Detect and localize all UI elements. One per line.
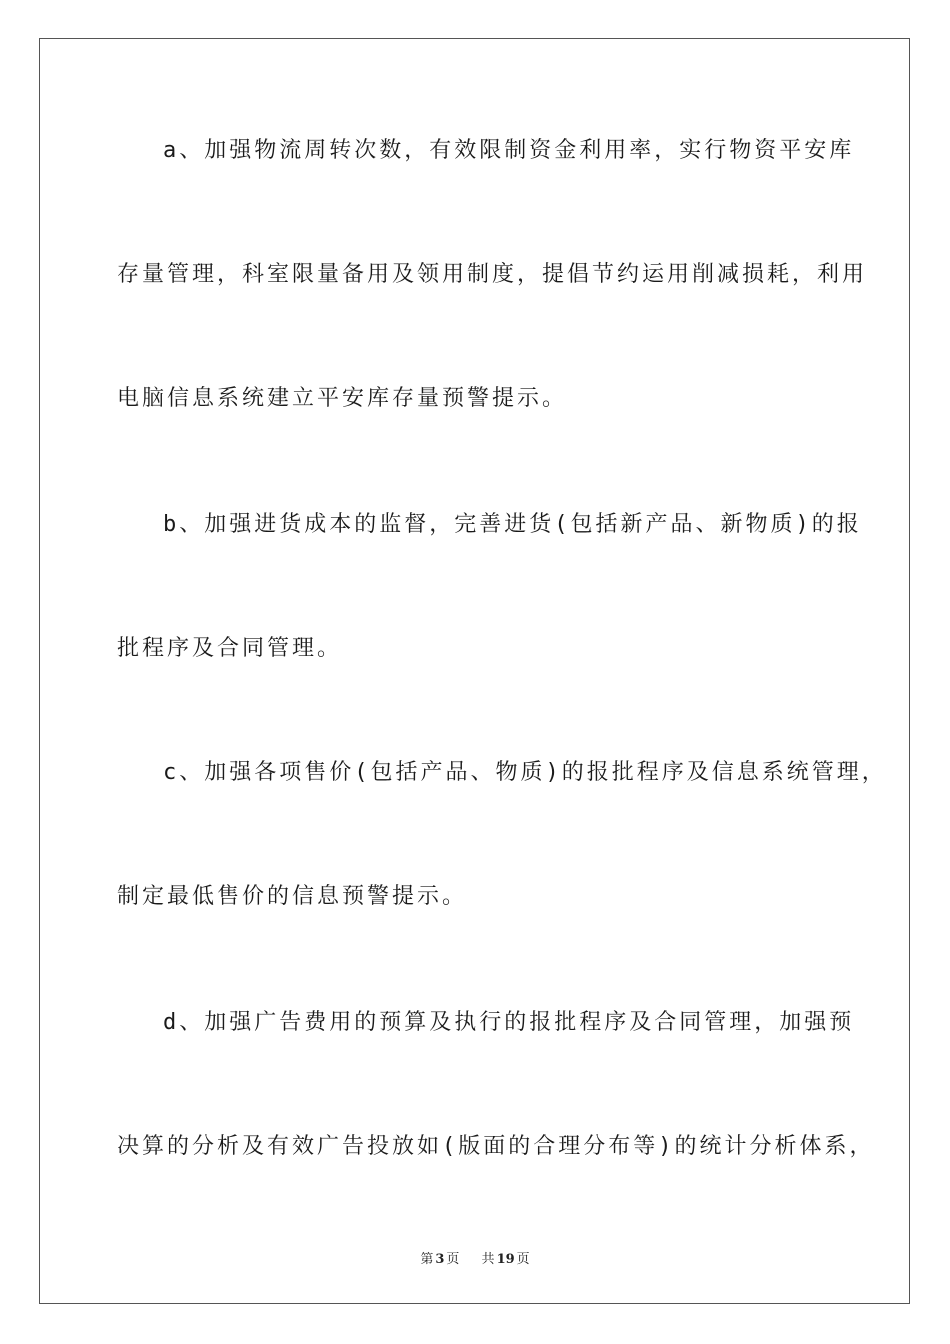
paragraph-a-line-1: a、加强物流周转次数，有效限制资金利用率，实行物资平安库	[163, 138, 855, 163]
paragraph-a-line-2: 存量管理，科室限量备用及领用制度，提倡节约运用削减损耗，利用	[117, 262, 868, 287]
paragraph-b-line-1: b、加强进货成本的监督，完善进货(包括新产品、新物质)的报	[163, 512, 862, 537]
current-page: 3	[435, 1252, 445, 1267]
page-total	[480, 1252, 532, 1267]
page-footer	[0, 1248, 950, 1267]
page-label-prefix: 第	[420, 1252, 434, 1267]
page-border	[39, 38, 910, 1304]
paragraph-b-line-2: 批程序及合同管理。	[117, 636, 343, 661]
page-label-suffix: 页	[446, 1252, 460, 1267]
paragraph-d-line-1: d、加强广告费用的预算及执行的报批程序及合同管理，加强预	[163, 1010, 855, 1035]
total-label-prefix: 共	[481, 1252, 495, 1267]
paragraph-c-line-2: 制定最低售价的信息预警提示。	[117, 884, 468, 909]
total-label-suffix: 页	[516, 1252, 530, 1267]
paragraph-c-line-1: c、加强各项售价(包括产品、物质)的报批程序及信息系统管理，	[163, 760, 887, 785]
paragraph-a-line-3: 电脑信息系统建立平安库存量预警提示。	[117, 386, 568, 411]
page-number	[418, 1252, 461, 1267]
total-pages: 19	[496, 1252, 515, 1267]
paragraph-d-line-2: 决算的分析及有效广告投放如(版面的合理分布等)的统计分析体系，	[117, 1134, 875, 1159]
